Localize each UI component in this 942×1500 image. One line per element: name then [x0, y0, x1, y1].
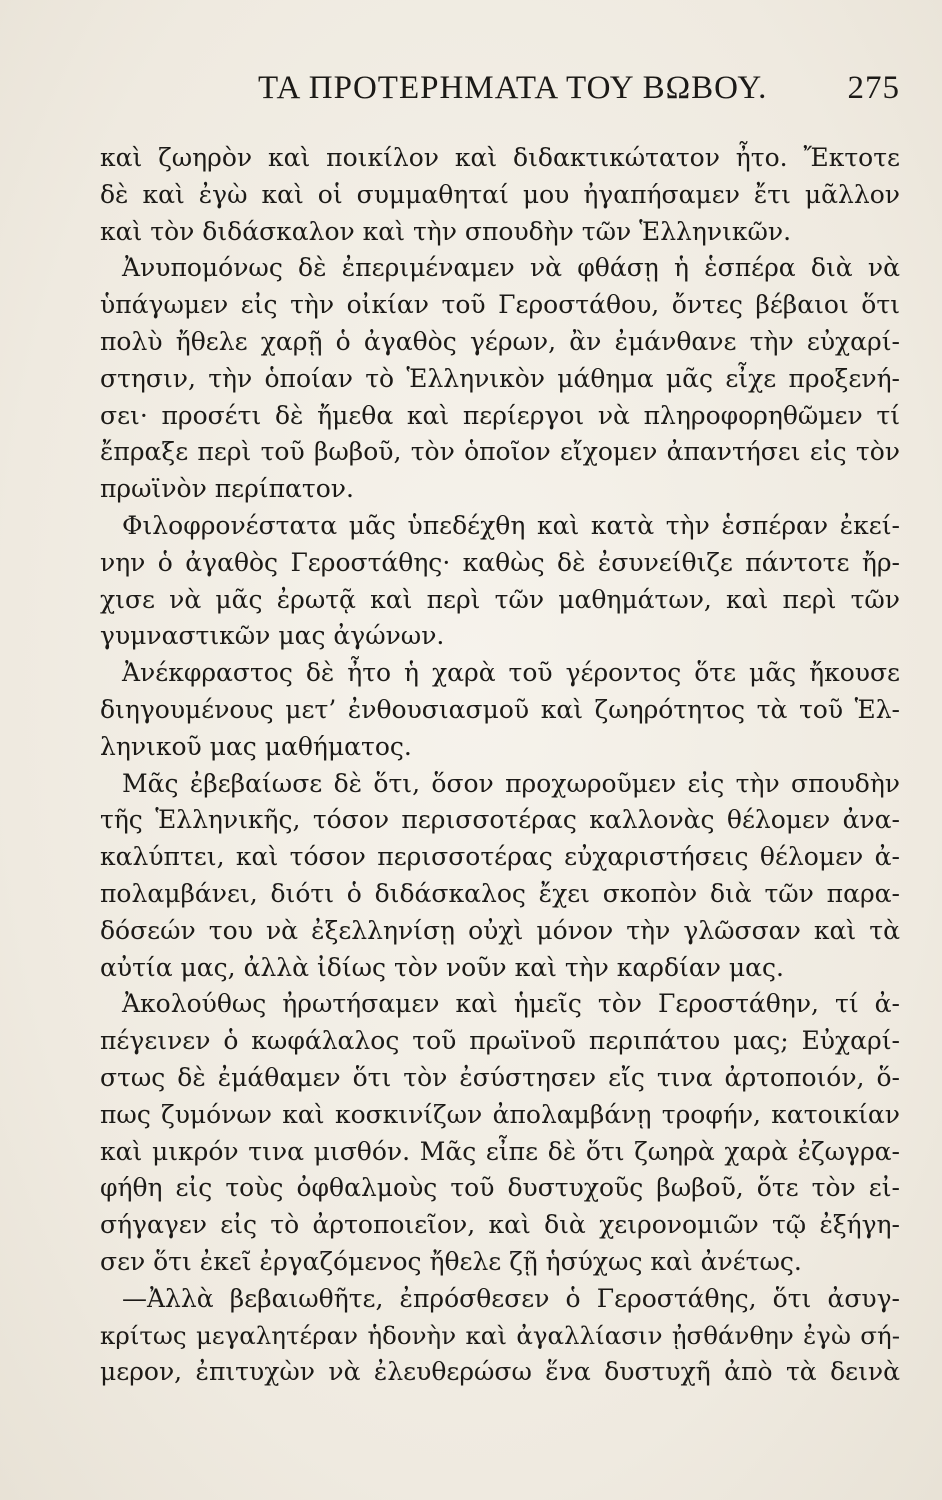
text-line: καὶ τὸν διδάσκαλον καὶ τὴν σπουδὴν τῶν Ἑλληνικῶν. [100, 216, 792, 246]
text-line: καὶ ζωηρὸν καὶ ποικίλον καὶ διδακτικώτατον ἦτο. Ἔκτοτε [100, 143, 900, 172]
text-line: πέγεινεν ὁ κωφάλαλος τοῦ πρωϊνοῦ περιπάτου μας; Εὐχαρί- [100, 1026, 900, 1056]
text-line: διηγουμένους μετ’ ἐνθουσιασμοῦ καὶ ζωηρότητος τὰ τοῦ Ἑλ- [100, 694, 900, 724]
text-line: Ἀνυπομόνως δὲ ἐπεριμέναμεν νὰ φθάσῃ ἡ ἑσπέρα διὰ νὰ [122, 253, 900, 283]
text-line: ληνικοῦ μας μαθήματος. [100, 731, 412, 761]
text-line: σήγαγεν εἰς τὸ ἀρτοποιεῖον, καὶ διὰ χειρονομιῶν τῷ ἐξήγη- [100, 1210, 900, 1240]
text-line: δὲ καὶ ἐγὼ καὶ οἱ συμμαθηταί μου ἠγαπήσαμεν ἔτι μᾶλλον [100, 179, 900, 209]
text-line: πολαμβάνει, διότι ὁ διδάσκαλος ἔχει σκοπὸν διὰ τῶν παρα- [100, 878, 900, 908]
text-line: Φιλοφρονέστατα μᾶς ὑπεδέχθη καὶ κατὰ τὴν ἑσπέραν ἐκεί- [122, 510, 900, 540]
text-line: πως ζυμόνων καὶ κοσκινίζων ἀπολαμβάνῃ τροφήν, κατοικίαν [100, 1099, 900, 1129]
text-line: καλύπτει, καὶ τόσον περισσοτέρας εὐχαριστήσεις θέλομεν ἀ- [100, 842, 900, 872]
text-line: Ἀκολούθως ἠρωτήσαμεν καὶ ἡμεῖς τὸν Γεροστάθην, τί ἀ- [122, 989, 900, 1019]
text-line: Ἀνέκφραστος δὲ ἦτο ἡ χαρὰ τοῦ γέροντος ὅτε μᾶς ἤκουσε [122, 658, 900, 688]
page-header [100, 62, 900, 112]
text-line: κρίτως μεγαλητέραν ἡδονὴν καὶ ἀγαλλίασιν ᾐσθάνθην ἐγὼ σή- [100, 1320, 900, 1350]
text-line: τῆς Ἑλληνικῆς, τόσον περισσοτέρας καλλονὰς θέλομεν ἀνα- [100, 805, 900, 835]
text-line: πρωϊνὸν περίπατον. [100, 474, 354, 504]
text-line: χισε νὰ μᾶς ἐρωτᾷ καὶ περὶ τῶν μαθημάτων, καὶ περὶ τῶν [100, 584, 900, 614]
text-line: σεν ὅτι ἐκεῖ ἐργαζόμενος ἤθελε ζῇ ἡσύχως καὶ ἀνέτως. [100, 1246, 802, 1276]
text-line: καὶ μικρόν τινα μισθόν. Μᾶς εἶπε δὲ ὅτι ζωηρὰ χαρὰ ἐζωγρα- [100, 1136, 900, 1166]
text-line: νην ὁ ἀγαθὸς Γεροστάθης· καθὼς δὲ ἐσυνείθιζε πάντοτε ἤρ- [100, 547, 900, 577]
text-line: στησιν, τὴν ὁποίαν τὸ Ἑλληνικὸν μάθημα μᾶς εἶχε προξενή- [100, 363, 900, 393]
text-line: αὐτία μας, ἀλλὰ ἰδίως τὸν νοῦν καὶ τὴν καρδίαν μας. [100, 952, 784, 982]
text-line: στως δὲ ἐμάθαμεν ὅτι τὸν ἐσύστησεν εἴς τινα ἀρτοποιόν, ὅ- [100, 1062, 900, 1092]
text-line: Μᾶς ἐβεβαίωσε δὲ ὅτι, ὅσον προχωροῦμεν εἰς τὴν σπουδὴν [122, 768, 900, 798]
text-line: ὑπάγωμεν εἰς τὴν οἰκίαν τοῦ Γεροστάθου, ὄντες βέβαιοι ὅτι [100, 290, 900, 320]
text-line: γυμναστικῶν μας ἀγώνων. [100, 621, 445, 651]
running-title: ΤΑ ΠΡΟΤΕΡΗΜΑΤΑ ΤΟΥ ΒΩΒΟΥ. [258, 70, 768, 106]
text-line: μερον, ἐπιτυχὼν νὰ ἐλευθερώσω ἕνα δυστυχῆ ἀπὸ τὰ δεινὰ [100, 1357, 900, 1387]
text-line: πολὺ ἤθελε χαρῇ ὁ ἀγαθὸς γέρων, ἂν ἐμάνθανε τὴν εὐχαρί- [100, 326, 900, 356]
body-text [100, 140, 900, 1391]
text-line: φήθη εἰς τοὺς ὀφθαλμοὺς τοῦ δυστυχοῦς βωβοῦ, ὅτε τὸν εἰ- [100, 1173, 900, 1203]
text-line: —Ἀλλὰ βεβαιωθῆτε, ἐπρόσθεσεν ὁ Γεροστάθης, ὅτι ἀσυγ- [122, 1283, 900, 1313]
text-line: σει· προσέτι δὲ ἤμεθα καὶ περίεργοι νὰ πληροφορηθῶμεν τί [100, 400, 900, 430]
text-line: ἔπραξε περὶ τοῦ βωβοῦ, τὸν ὁποῖον εἴχομεν ἀπαντήσει εἰς τὸν [100, 437, 900, 467]
page-number: 275 [847, 70, 900, 106]
text-line: δόσεών του νὰ ἐξελληνίσῃ οὐχὶ μόνον τὴν γλῶσσαν καὶ τὰ [100, 915, 900, 945]
